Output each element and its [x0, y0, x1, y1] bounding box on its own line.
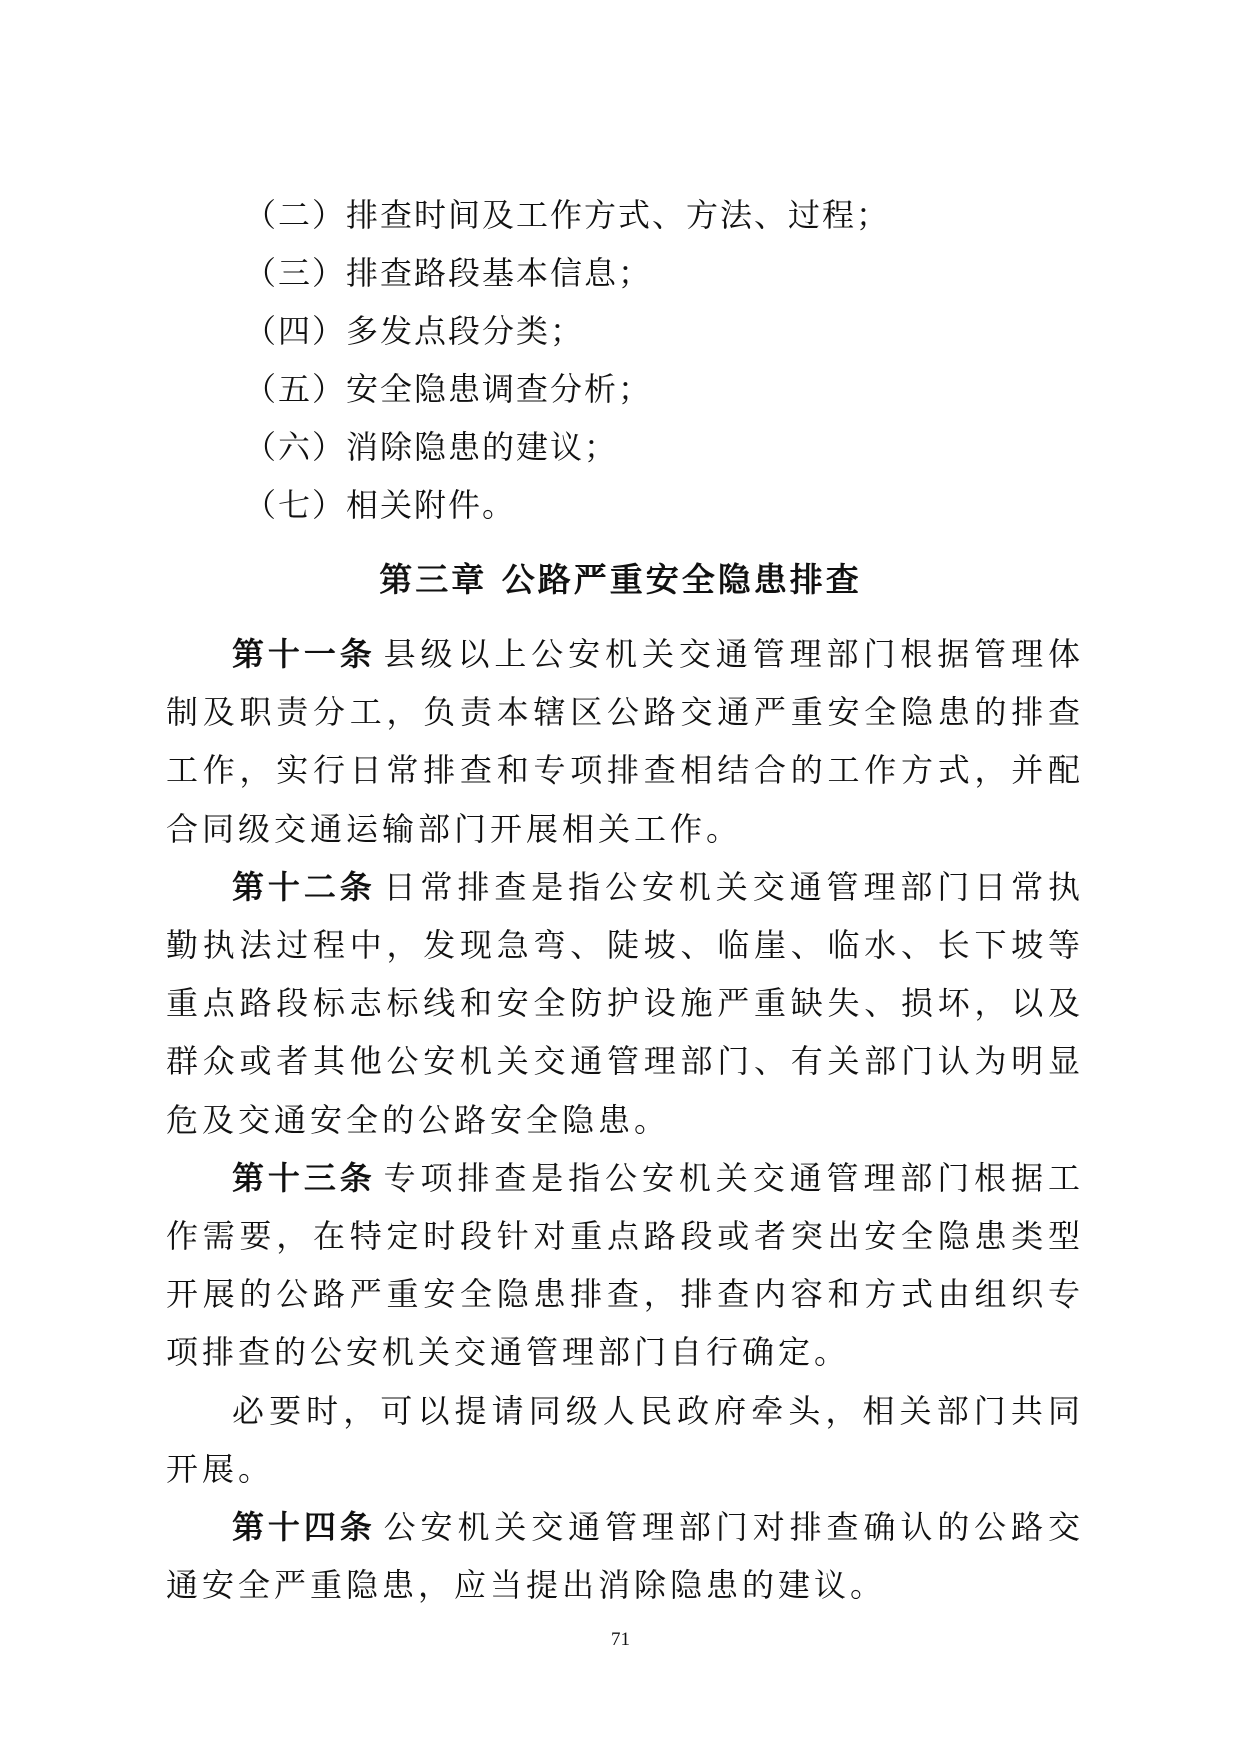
report-contents-list: [244, 186, 1064, 534]
article-heading: 第十一条: [232, 635, 376, 673]
article-14: [166, 1498, 1084, 1614]
article-heading: 第十二条: [232, 867, 376, 906]
article-heading: 第十四条: [232, 1508, 376, 1547]
list-item: （四）多发点段分类；: [244, 312, 585, 350]
list-item: （七）相关附件。: [244, 486, 517, 524]
article-text: 县级以上公安机关交通管理部门根据管理体制及职责分工，负责本辖区公路交通严重安全隐患的排查工作，实行日常排查和专项排查相结合的工作方式，并配合同级交通运输部门开展相关工作。: [166, 635, 1084, 848]
article-12: [166, 858, 1084, 1149]
article-text: 必要时，可以提请同级人民政府牵头，相关部门共同开展。: [166, 1391, 1084, 1488]
page-number: 71: [611, 1629, 630, 1650]
list-item: （二）排查时间及工作方式、方法、过程；: [244, 196, 891, 234]
article-13: [166, 1149, 1084, 1382]
chapter-body: [166, 625, 1084, 1614]
article-text: 专项排查是指公安机关交通管理部门根据工作需要，在特定时段针对重点路段或者突出安全隐患类型开展的公路严重安全隐患排查，排查内容和方式由组织专项排查的公安机关交通管理部门自行确定。: [166, 1158, 1084, 1372]
chapter-title: 第三章 公路严重安全隐患排查: [379, 560, 862, 599]
article-13-supplement: [166, 1382, 1084, 1498]
article-heading: 第十三条: [232, 1158, 376, 1197]
list-item: （六）消除隐患的建议；: [244, 428, 619, 466]
article-11: [166, 625, 1084, 858]
list-item: （五）安全隐患调查分析；: [244, 370, 653, 408]
list-item: （三）排查路段基本信息；: [244, 254, 653, 292]
article-text: 日常排查是指公安机关交通管理部门日常执勤执法过程中，发现急弯、陡坡、临崖、临水、长下坡等重点路段标志标线和安全防护设施严重缺失、损坏，以及群众或者其他公安机关交通管理部门、有关部门认为明显危及交通安全的公路安全隐患。: [166, 867, 1084, 1139]
article-text: 公安机关交通管理部门对排查确认的公路交通安全严重隐患，应当提出消除隐患的建议。: [166, 1508, 1084, 1605]
